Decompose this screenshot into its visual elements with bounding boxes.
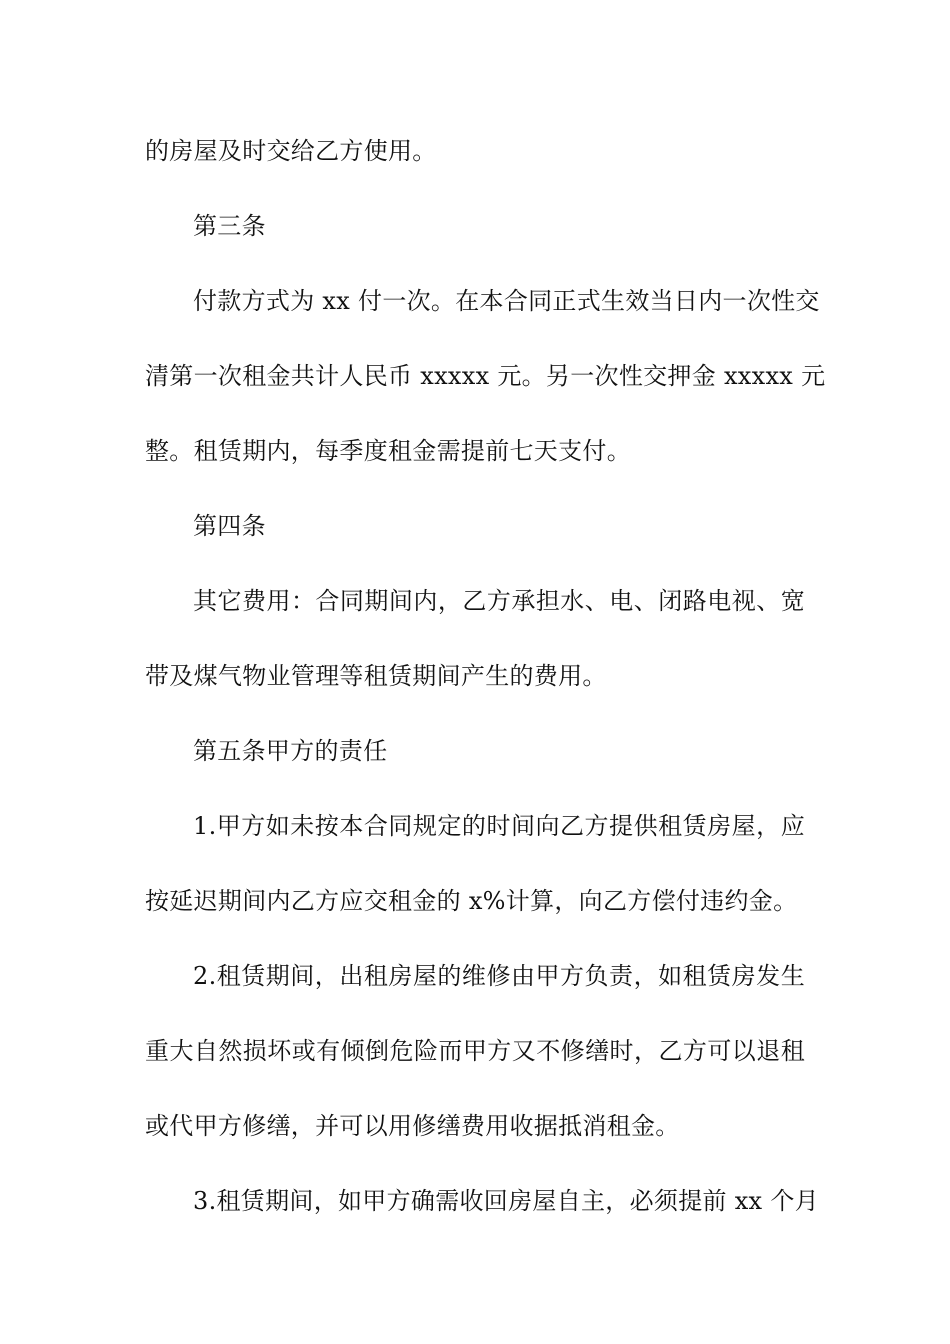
article-3-heading: 第三条 (193, 212, 266, 240)
other-fees-line-2: 带及煤气物业管理等租赁期间产生的费用。 (145, 662, 607, 690)
responsibility-2-line-2: 重大自然损坏或有倾倒危险而甲方又不修缮时，乙方可以退租 (145, 1037, 805, 1065)
responsibility-2-line-1: 2.租赁期间，出租房屋的维修由甲方负责，如租赁房发生 (193, 962, 805, 990)
responsibility-2-line-3: 或代甲方修缮，并可以用修缮费用收据抵消租金。 (145, 1112, 680, 1140)
payment-terms-line-3: 整。租赁期内，每季度租金需提前七天支付。 (145, 437, 631, 465)
paragraph-continuation-line: 的房屋及时交给乙方使用。 (145, 137, 437, 165)
article-5-heading: 第五条甲方的责任 (193, 737, 388, 765)
responsibility-1-line-2: 按延迟期间内乙方应交租金的 x%计算，向乙方偿付违约金。 (145, 887, 798, 915)
responsibility-1-line-1: 1.甲方如未按本合同规定的时间向乙方提供租赁房屋，应 (193, 812, 805, 840)
responsibility-3-line-1: 3.租赁期间，如甲方确需收回房屋自主，必须提前 xx 个月 (193, 1187, 819, 1215)
payment-terms-line-1: 付款方式为 xx 付一次。在本合同正式生效当日内一次性交 (193, 287, 820, 315)
payment-terms-line-2: 清第一次租金共计人民币 xxxxx 元。另一次性交押金 xxxxx 元 (145, 362, 826, 390)
other-fees-line-1: 其它费用：合同期间内，乙方承担水、电、闭路电视、宽 (193, 587, 805, 615)
article-4-heading: 第四条 (193, 512, 266, 540)
